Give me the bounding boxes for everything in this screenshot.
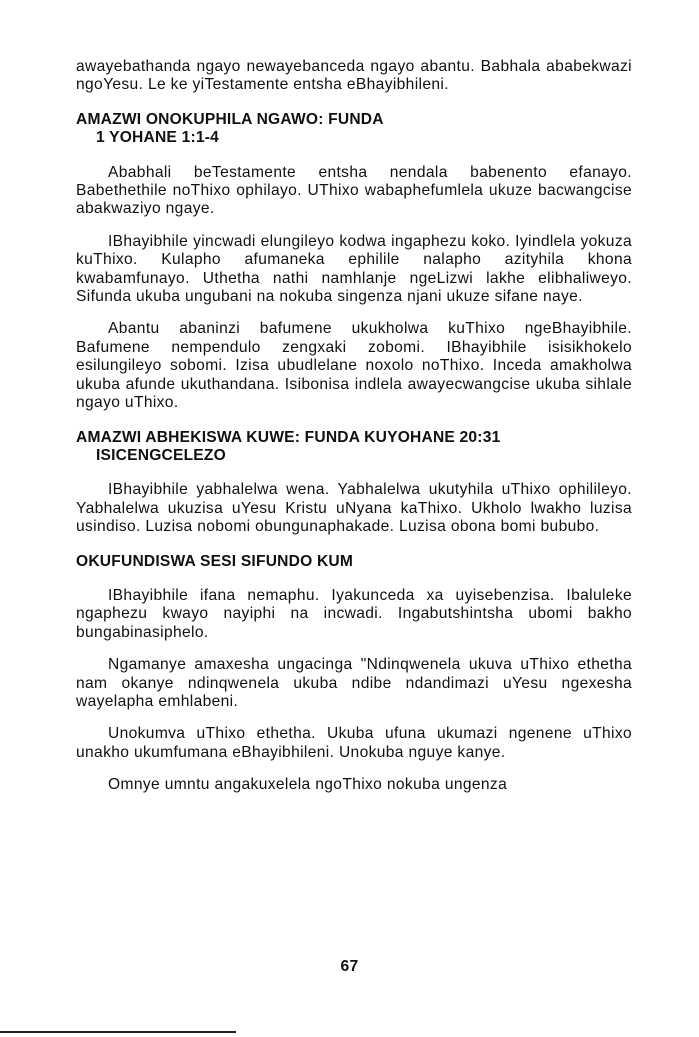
paragraph-ibhayibhile-yincwadi: IBhayibhile yincwadi elungileyo kodwa ingaphezu koko. Iyindlela yokuza kuThixo. Kulapho afumaneka ephilile nalapho azityhila khona kwabamfunayo. Uthetha nathi namhlanje ngeLizwi lakhe elibhaliweyo. Sifunda ukuba ungubani na nokuba singenza njani ukuze sifane naye. bbox=[76, 232, 632, 306]
paragraph-ababhali: Ababhali beTestamente entsha nendala babenento efanayo. Babethethile noThixo ophilayo. UThixo wabaphefumlela ukuze bacwangcise abakwaziyo ngaye. bbox=[76, 163, 632, 218]
heading-line-2: ISICENGCELEZO bbox=[96, 446, 226, 464]
paragraph-ngamanye-amaxesha: Ngamanye amaxesha ungacinga "Ndinqwenela ukuva uThixo ethetha nam okanye ndinqwenela ukuba ndibe ndandimazi uYesu ngexesha wayelapha emhlabeni. bbox=[76, 656, 632, 710]
section-heading-amazwi-abhekiswa bbox=[76, 429, 632, 466]
paragraph-continuation: awayebathanda ngayo newayebanceda ngayo abantu. Babhala ababekwazi ngoYesu. Le ke yiTestamente entsha eBhayibhileni. bbox=[76, 58, 632, 94]
paragraph-ifana-nemaphu: IBhayibhile ifana nemaphu. Iyakunceda xa uyisebenzisa. Ibaluleke ngaphezu kwayo nayiphi na incwadi. Ingabutshintsha ubomi bakho bungabinasiphelo. bbox=[76, 586, 632, 641]
paragraph-unokumva: Unokumva uThixo ethetha. Ukuba ufuna ukumazi ngenene uThixo unakho ukumfumana eBhayibhileni. Unokuba nguye kanye. bbox=[76, 725, 632, 761]
paragraph-abantu-abaninzi: Abantu abaninzi bafumene ukukholwa kuThixo ngeBhayibhile. Bafumene nempendulo zengxaki zobomi. IBhayibhile isisikhokelo esilungileyo sobomi. Izisa ubudlelane noxolo noThixo. Inceda amakholwa ukuba afunde ukuthandana. Isibonisa indlela awayecwangcise ukuba sihlale ngayo uThixo. bbox=[76, 320, 632, 412]
page-number: 67 bbox=[340, 958, 359, 975]
bottom-divider bbox=[0, 1031, 236, 1033]
paragraph-omnye-umntu: Omnye umntu angakuxelela ngoThixo nokuba ungenza bbox=[108, 776, 508, 794]
heading-line-1: AMAZWI ABHEKISWA KUWE: FUNDA KUYOHANE 20:31 bbox=[76, 428, 501, 446]
document-page bbox=[76, 58, 632, 795]
heading-line-2: 1 YOHANE 1:1-4 bbox=[96, 129, 219, 147]
section-heading-okufundiswa: OKUFUNDISWA SESI SIFUNDO KUM bbox=[76, 552, 354, 570]
section-heading-amazwi-onokuphila bbox=[76, 111, 632, 148]
heading-line-1: AMAZWI ONOKUPHILA NGAWO: FUNDA bbox=[76, 110, 384, 128]
paragraph-yabhalelwa-wena: IBhayibhile yabhalelwa wena. Yabhalelwa ukutyhila uThixo ophilileyo. Yabhalelwa ukuzisa uYesu Kristu uNyana kaThixo. Ukholo lwakho luzisa usindiso. Luzisa nobomi obungunaphakade. Luzisa obona bomi bububo. bbox=[76, 481, 632, 536]
